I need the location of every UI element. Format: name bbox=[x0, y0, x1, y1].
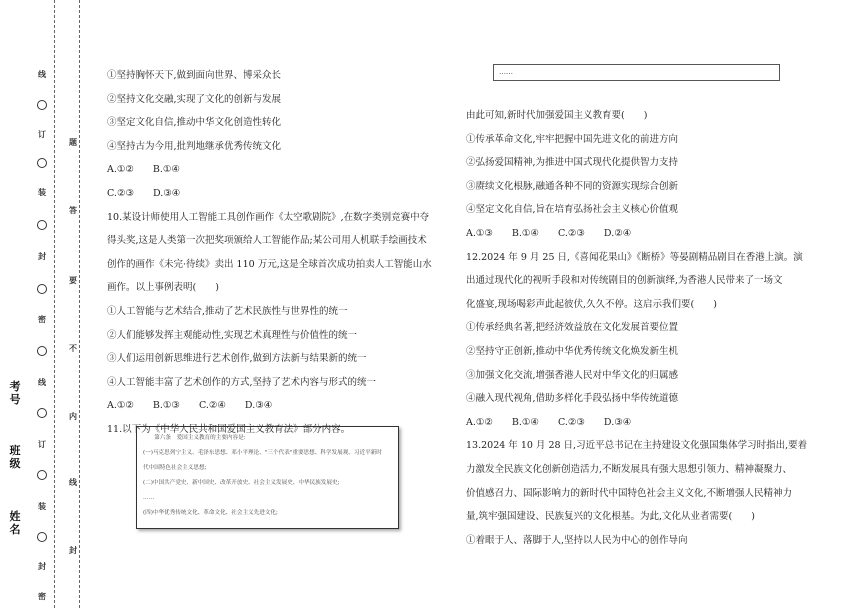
margin-inner-char: 内 bbox=[69, 411, 77, 421]
margin-circle bbox=[37, 408, 47, 418]
right-column bbox=[466, 104, 807, 552]
question-10: 10.某设计师使用人工智能工具创作画作《太空歌剧院》,在数字类别竞赛中夺 bbox=[107, 211, 430, 223]
text-line: ①坚持胸怀天下,做到面向世界、博采众长 bbox=[107, 70, 282, 81]
text-line: ③人们运用创新思维进行艺术创作,做到方法新与结果新的统一 bbox=[107, 353, 367, 365]
margin-inner-char: 要 bbox=[69, 275, 77, 285]
margin-circle bbox=[37, 100, 47, 110]
margin-circle bbox=[37, 284, 47, 294]
text-line: ②坚持文化交融,实现了文化的创新与发展 bbox=[107, 93, 282, 105]
question-12: 12.2024 年 9 月 25 日,《喜闻花果山》《断桥》等晏剧精品剧目在香港上演。演 bbox=[466, 251, 803, 263]
margin-char: 封 bbox=[38, 561, 46, 571]
excerpt-line: (四)中华优秀传统文化、革命文化、社会主义先进文化; bbox=[143, 510, 278, 516]
text-line: ④融入现代视角,借助多样化手段弘扬中华传统道德 bbox=[466, 393, 679, 405]
law-excerpt-box bbox=[136, 426, 399, 529]
excerpt-line: 第六条 爱国主义教育的主要内容是: bbox=[143, 435, 246, 441]
margin-circle bbox=[37, 470, 47, 480]
text-line: ①传承革命文化,牢牢把握中国先进文化的前进方向 bbox=[466, 133, 679, 145]
text-line: 出通过现代化的视听手段和对传统剧目的创新演绎,为香港人民带来了一场文 bbox=[466, 275, 783, 287]
text-line: ④坚持古为今用,批判地继承优秀传统文化 bbox=[107, 140, 282, 152]
margin-char: 密 bbox=[38, 591, 46, 601]
continued-excerpt-box: …… bbox=[493, 64, 780, 81]
left-column bbox=[107, 64, 432, 442]
text-line: 得头奖,这是人类第一次把奖项颁给人工智能作品;某公司用人机联手绘画技术 bbox=[107, 235, 427, 247]
margin-circle bbox=[37, 220, 47, 230]
answer-options: A.①③ B.①④ C.②③ D.②④ bbox=[466, 227, 632, 239]
margin-char: 装 bbox=[38, 501, 46, 511]
answer-options: A.①② B.①③ C.②④ D.③④ bbox=[107, 400, 273, 412]
name-label: 姓名 bbox=[9, 510, 21, 536]
outer-dashed-line bbox=[54, 0, 55, 608]
excerpt-line: (一)马克思列宁主义、毛泽东思想、邓小平理论、"三个代表"重要思想、科学发展观、习近平新时 bbox=[143, 450, 382, 456]
margin-char: 订 bbox=[38, 439, 46, 449]
text-line: ①人工智能与艺术结合,推动了艺术民族性与世界性的统一 bbox=[107, 305, 348, 317]
text-line: 力激发全民族文化创新创造活力,不断发展具有强大思想引领力、精神凝聚力、 bbox=[466, 463, 793, 475]
text-line: ③加强文化交流,增强香港人民对中华文化的归属感 bbox=[466, 369, 679, 381]
text-line: ④坚定文化自信,旨在培育弘扬社会主义核心价值观 bbox=[466, 204, 679, 216]
text-line: 画作。以上事例表明( ) bbox=[107, 282, 219, 294]
exam-number-label: 考号 bbox=[9, 380, 21, 406]
margin-char: 封 bbox=[38, 251, 46, 261]
text-line: 由此可知,新时代加强爱国主义教育要( ) bbox=[466, 110, 648, 121]
text-line: ③赓续文化根脉,融通各种不同的资源实现综合创新 bbox=[466, 180, 679, 192]
text-line: ④人工智能丰富了艺术创作的方式,坚持了艺术内容与形式的统一 bbox=[107, 376, 377, 388]
margin-circle bbox=[37, 532, 47, 542]
text-line: ②坚持守正创新,推动中华优秀传统文化焕发新生机 bbox=[466, 345, 679, 357]
excerpt-line: (二)中国共产党史、新中国史、改革开放史、社会主义发展史、中华民族发展史; bbox=[143, 480, 340, 486]
question-13: 13.2024 年 10 月 28 日,习近平总书记在主持建设文化强国集体学习时指出,要着 bbox=[466, 440, 808, 452]
excerpt-line: 代中国特色社会主义思想; bbox=[143, 465, 207, 471]
margin-inner-char: 不 bbox=[69, 343, 77, 353]
margin-char: 装 bbox=[38, 187, 46, 197]
margin-char: 线 bbox=[38, 377, 46, 387]
inner-dashed-line bbox=[79, 0, 80, 608]
text-line: 量,筑牢强国建设、民族复兴的文化根基。为此,文化从业者需要( ) bbox=[466, 511, 755, 523]
text-line: 创作的画作《未完·待续》卖出 110 万元,这是全球首次成功拍卖人工智能山水 bbox=[107, 258, 432, 270]
margin-inner-char: 答 bbox=[69, 205, 77, 215]
margin-char: 密 bbox=[38, 314, 46, 324]
question-11: 11.以下为《中华人民共和国爱国主义教育法》部分内容。 bbox=[107, 423, 351, 435]
answer-options: A.①② B.①④ C.②③ D.③④ bbox=[466, 416, 632, 428]
margin-circle bbox=[37, 158, 47, 168]
margin-inner-char: 题 bbox=[69, 137, 77, 147]
margin-char: 线 bbox=[38, 69, 46, 79]
margin-inner-char: 封 bbox=[69, 545, 77, 555]
class-label: 班级 bbox=[9, 444, 21, 470]
margin-char: 订 bbox=[38, 129, 46, 139]
excerpt-line: …… bbox=[143, 495, 155, 501]
text-line: 化盛宴,现场喝彩声此起彼伏,久久不停。这启示我们要( ) bbox=[466, 298, 717, 310]
text-line: ②弘扬爱国精神,为推进中国式现代化提供智力支持 bbox=[466, 157, 679, 169]
text-line: ①着眼于人、落脚于人,坚持以人民为中心的创作导向 bbox=[466, 534, 688, 546]
margin-circle bbox=[37, 346, 47, 356]
answer-options: A.①② B.①④ bbox=[107, 164, 180, 176]
answer-options: C.②③ D.③④ bbox=[107, 187, 181, 199]
text-line: ③坚定文化自信,推动中华文化创造性转化 bbox=[107, 117, 282, 129]
text-line: ②人们能够发挥主观能动性,实现艺术真理性与价值性的统一 bbox=[107, 329, 358, 341]
margin-inner-char: 线 bbox=[69, 477, 77, 487]
text-line: ①传承经典名著,把经济效益放在文化发展首要位置 bbox=[466, 322, 679, 334]
binding-margin bbox=[0, 0, 96, 608]
text-line: 价值感召力、国际影响力的新时代中国特色社会主义文化,不断增强人民精神力 bbox=[466, 487, 793, 499]
